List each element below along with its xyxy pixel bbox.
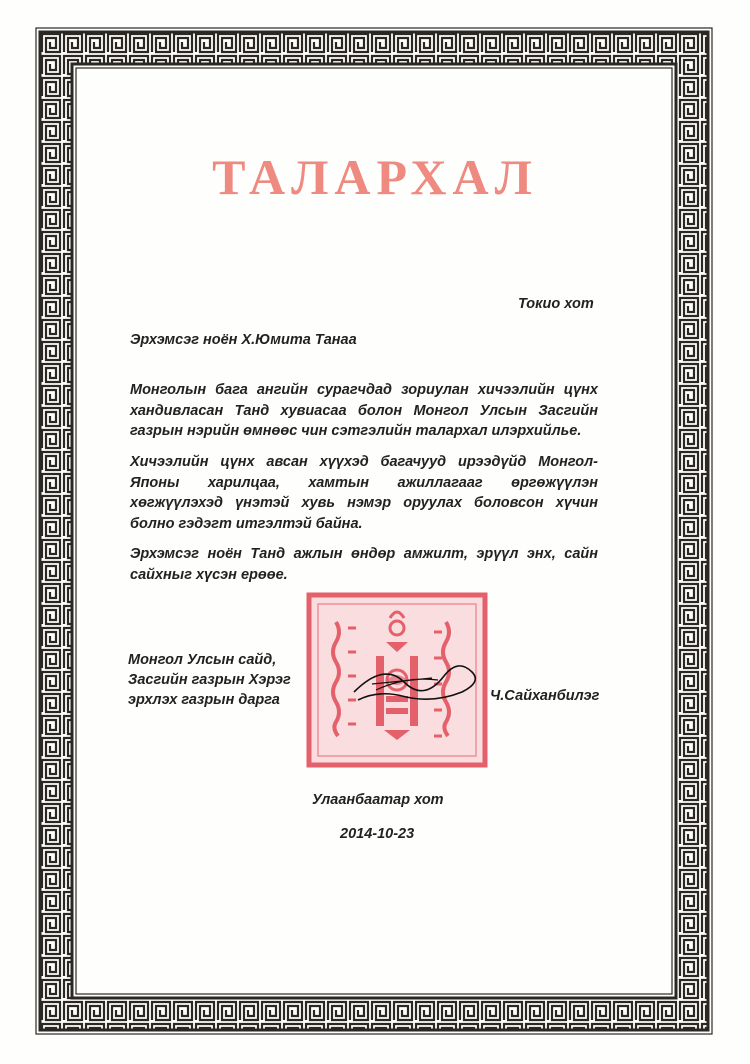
paragraph-line: болно гэдэгт итгэлтэй байна. (130, 515, 363, 532)
paragraph-line: Японы харилцаа, хамтын ажиллагааг өргөжүүлэн (130, 474, 598, 491)
signatory-title-line: Засгийн газрын Хэрэг (128, 672, 291, 688)
paragraph-gratitude (130, 380, 598, 442)
paragraph-line: сайхныг хүсэн ерөөе. (130, 566, 288, 583)
paragraph-line: газрын нэрийн өмнөөс чин сэтгэлийн талархал илэрхийлье. (130, 423, 582, 439)
place-bottom: Улаанбаатар хот (312, 792, 444, 808)
paragraph-line: Эрхэмсэг ноён Танд ажлын өндөр амжилт, эрүүл энх, сайн (130, 546, 598, 562)
paragraph-line: Монголын бага ангийн сурагчдад зориулан хичээлийн цүнх (130, 382, 598, 398)
paragraph-future (130, 452, 598, 534)
signatory-title-line: эрхлэх газрын дарга (128, 692, 280, 708)
paragraph-line: хандивласан Танд хувиасаа болон Монгол Улсын Засгийн (130, 402, 598, 419)
paragraph-line: Хичээлийн цүнх авсан хүүхэд багачууд ирээдүйд Монгол- (130, 454, 598, 470)
paragraph-line: хөгжүүлэхэд үнэтэй хувь нэмэр оруулах боловсон хүчин (130, 495, 598, 511)
official-seal (306, 592, 488, 768)
document-date: 2014-10-23 (340, 826, 415, 842)
signatory-title-line: Монгол Улсын сайд, (128, 652, 277, 668)
document-title: ТАЛАРХАЛ (212, 149, 538, 205)
signatory-title (128, 650, 308, 710)
salutation: Эрхэмсэг ноён Х.Юмита Танаа (130, 332, 357, 348)
signatory-name: Ч.Сайханбилэг (490, 688, 600, 704)
place-top: Токио хот (518, 296, 594, 312)
paragraph-wishes (130, 544, 598, 585)
